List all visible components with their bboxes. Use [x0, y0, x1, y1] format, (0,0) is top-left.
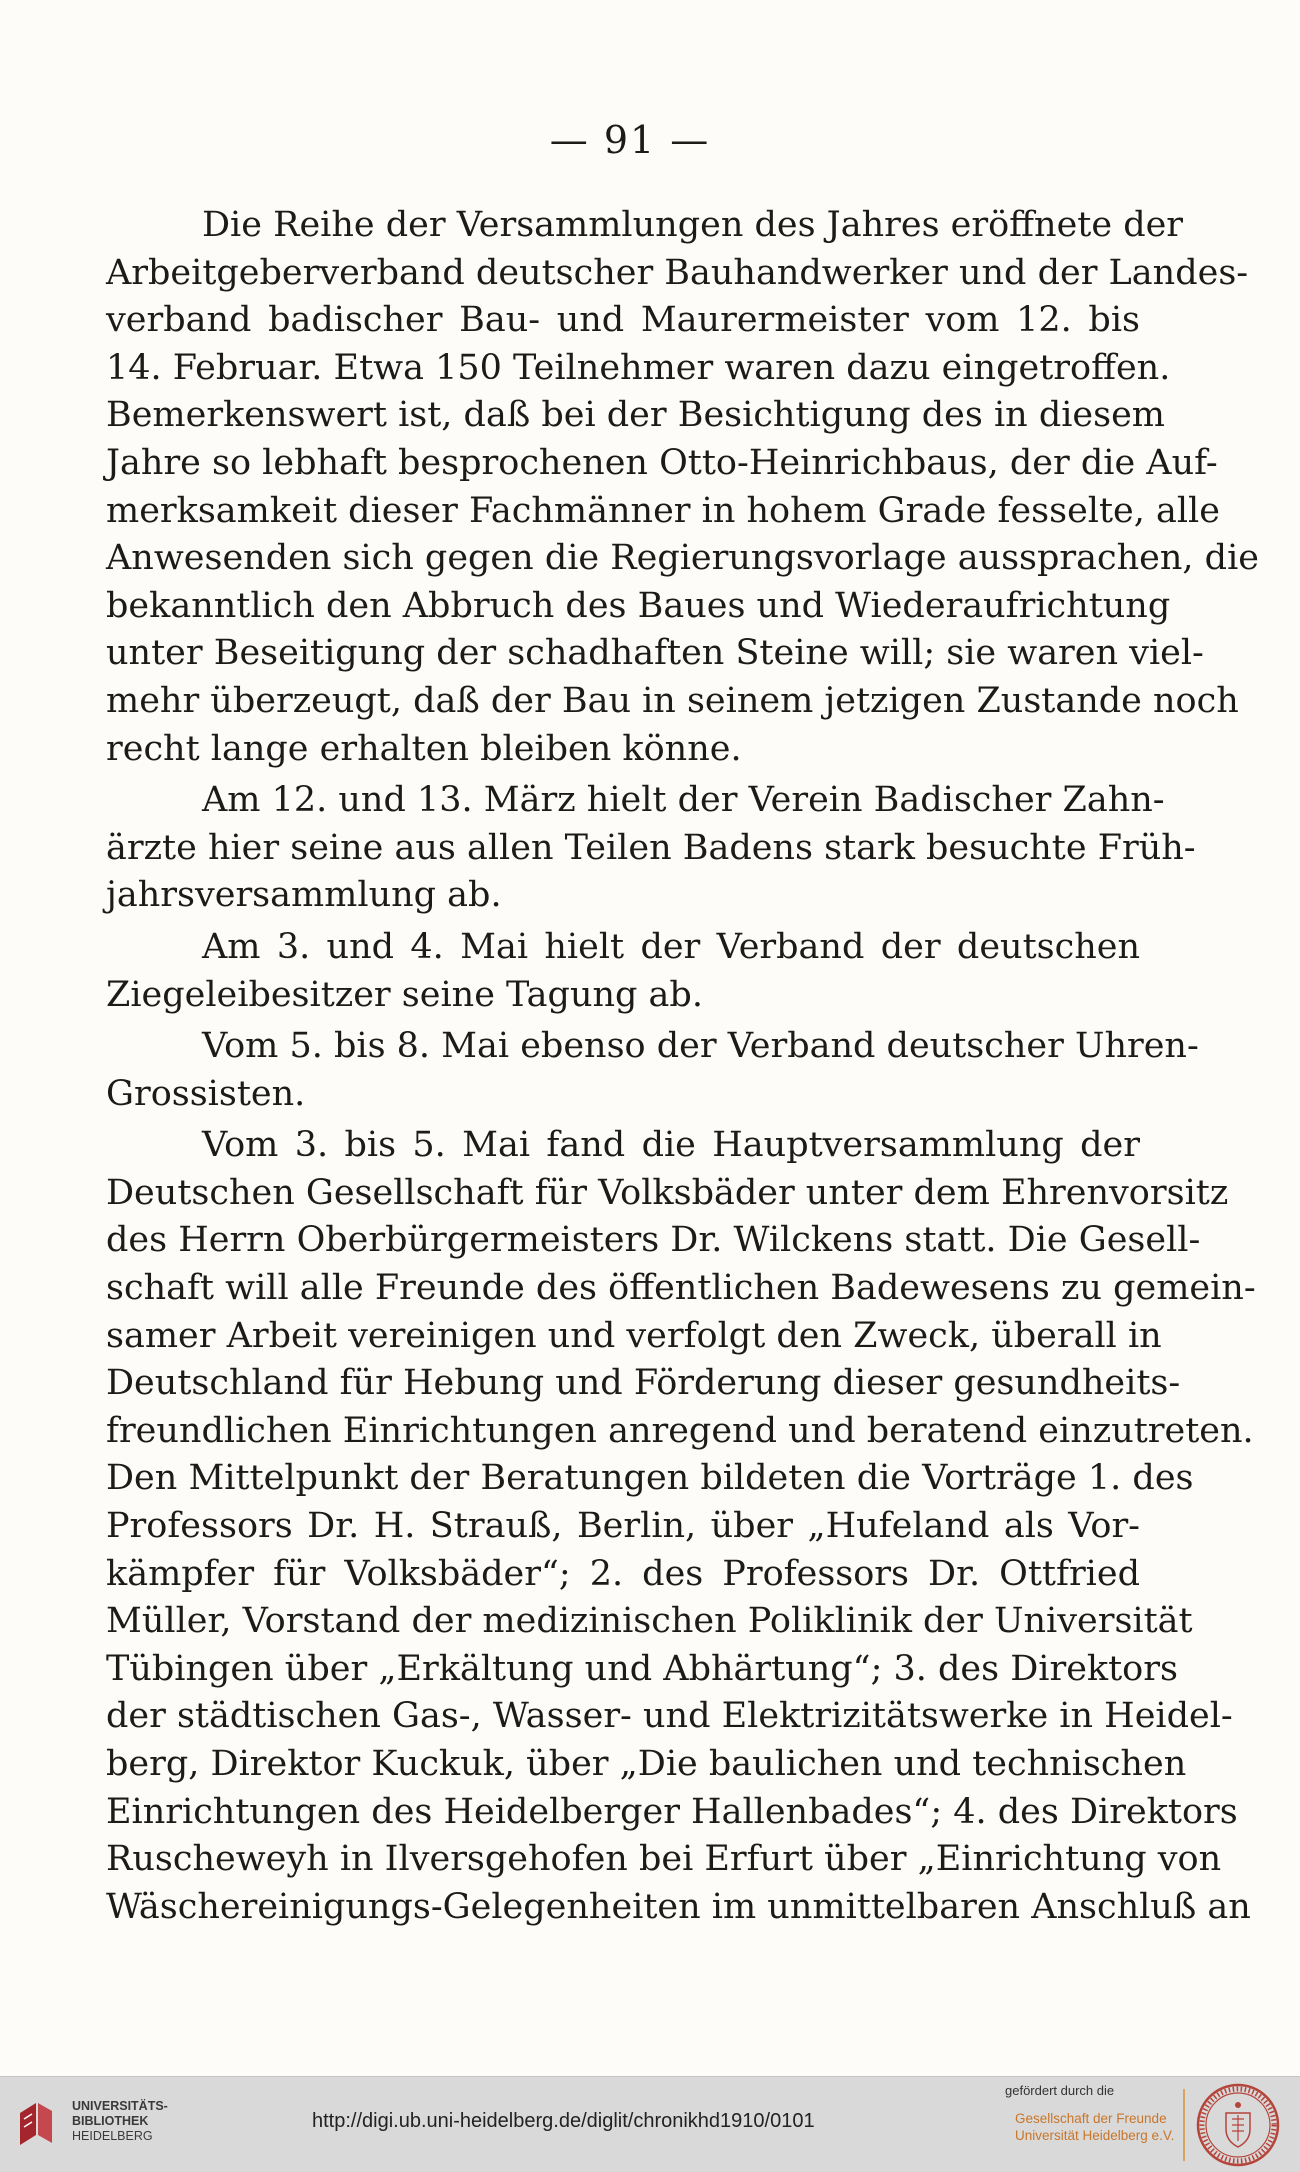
text-line: Deutschen Gesellschaft für Volksbäder unter dem Ehrenvorsitz: [106, 1172, 1229, 1213]
text-line: Grossisten.: [106, 1073, 306, 1114]
text-line: Tübingen über „Erkältung und Abhärtung“; 3. des Direktors: [106, 1648, 1178, 1689]
page-number: — 91 —: [549, 118, 711, 162]
text-line: 14. Februar. Etwa 150 Teilnehmer waren dazu eingetroffen.: [106, 347, 1171, 388]
text-line: freundlichen Einrichtungen anregend und beratend einzutreten.: [106, 1410, 1254, 1451]
library-name-line: HEIDELBERG: [72, 2129, 153, 2143]
paragraph: [106, 1023, 1199, 1118]
text-line: unter Beseitigung der schadhaften Steine will; sie waren viel-: [106, 633, 1204, 674]
text-line: Am 12. und 13. März hielt der Verein Badischer Zahn-: [202, 780, 1165, 821]
text-line: Vom 5. bis 8. Mai ebenso der Verband deutscher Uhren-: [202, 1026, 1199, 1067]
body-text: [106, 202, 1259, 1931]
source-url-link[interactable]: http://digi.ub.uni-heidelberg.de/diglit/chronikhd1910/0101: [312, 2110, 815, 2132]
sponsor-name-line: Gesellschaft der Freunde: [1015, 2111, 1167, 2126]
text-line: Professors Dr. H. Strauß, Berlin, über „Hufeland als Vor-: [106, 1506, 1140, 1547]
text-line: Den Mittelpunkt der Beratungen bildeten die Vorträge 1. des: [106, 1458, 1194, 1499]
text-line: verband badischer Bau- und Maurermeister vom 12. bis: [106, 300, 1140, 341]
text-line: Ruscheweyh in Ilversgehofen bei Erfurt über „Einrichtung von: [106, 1839, 1222, 1880]
text-line: Vom 3. bis 5. Mai fand die Hauptversammlung der: [202, 1125, 1140, 1166]
text-line: Jahre so lebhaft besprochenen Otto-Heinrichbaus, der die Auf-: [106, 442, 1218, 483]
library-logo-icon: [16, 2099, 56, 2149]
sponsor-label: gefördert durch die: [1005, 2083, 1115, 2098]
text-line: Bemerkenswert ist, daß bei der Besichtigung des in diesem: [106, 395, 1165, 436]
text-line: recht lange erhalten bleiben könne.: [106, 728, 742, 769]
paragraph: [106, 202, 1259, 773]
text-line: kämpfer für Volksbäder“; 2. des Professors Dr. Ottfried: [106, 1553, 1140, 1594]
library-name: [72, 2099, 168, 2144]
text-line: des Herrn Oberbürgermeisters Dr. Wilckens statt. Die Gesell-: [106, 1220, 1201, 1261]
sponsor-name: [1015, 2110, 1174, 2144]
text-line: mehr überzeugt, daß der Bau in seinem jetzigen Zustande noch: [106, 680, 1239, 721]
text-line: merksamkeit dieser Fachmänner in hohem Grade fesselte, alle: [106, 490, 1220, 531]
text-line: Ziegeleibesitzer seine Tagung ab.: [106, 974, 703, 1015]
paragraph: [106, 777, 1196, 920]
text-line: bekanntlich den Abbruch des Baues und Wiederaufrichtung: [106, 585, 1171, 626]
library-name-line: UNIVERSITÄTS-: [72, 2099, 168, 2113]
text-line: Arbeitgeberverband deutscher Bauhandwerker und der Landes-: [106, 252, 1249, 293]
university-seal-icon: [1196, 2083, 1280, 2167]
text-line: berg, Direktor Kuckuk, über „Die baulichen und technischen: [106, 1744, 1187, 1784]
text-line: Einrichtungen des Heidelberger Hallenbades“; 4. des Direktors: [106, 1791, 1238, 1832]
text-line: Wäschereinigungs-Gelegenheiten im unmittelbaren Anschluß an: [106, 1886, 1251, 1927]
text-line: samer Arbeit vereinigen und verfolgt den Zweck, überall in: [106, 1315, 1162, 1356]
text-line: Anwesenden sich gegen die Regierungsvorlage aussprachen, die: [106, 538, 1259, 579]
text-line: jahrsversammlung ab.: [106, 875, 502, 916]
paragraph: [106, 924, 1140, 1019]
paragraph: [106, 1122, 1256, 1931]
text-line: Die Reihe der Versammlungen des Jahres eröffnete der: [202, 205, 1184, 245]
text-line: der städtischen Gas-, Wasser- und Elektrizitätswerke in Heidel-: [106, 1696, 1233, 1737]
sponsor-name-line: Universität Heidelberg e.V.: [1015, 2128, 1175, 2143]
text-line: Müller, Vorstand der medizinischen Poliklinik der Universität: [106, 1601, 1193, 1642]
text-line: Deutschland für Hebung und Förderung dieser gesundheits-: [106, 1363, 1181, 1404]
text-line: ärzte hier seine aus allen Teilen Badens stark besuchte Früh-: [106, 827, 1196, 868]
library-name-line: BIBLIOTHEK: [72, 2114, 149, 2128]
footer-bar: [0, 2076, 1300, 2172]
footer-divider: [1183, 2089, 1185, 2161]
text-line: Am 3. und 4. Mai hielt der Verband der deutschen: [202, 926, 1140, 967]
text-line: schaft will alle Freunde des öffentlichen Badewesens zu gemein-: [106, 1268, 1256, 1309]
